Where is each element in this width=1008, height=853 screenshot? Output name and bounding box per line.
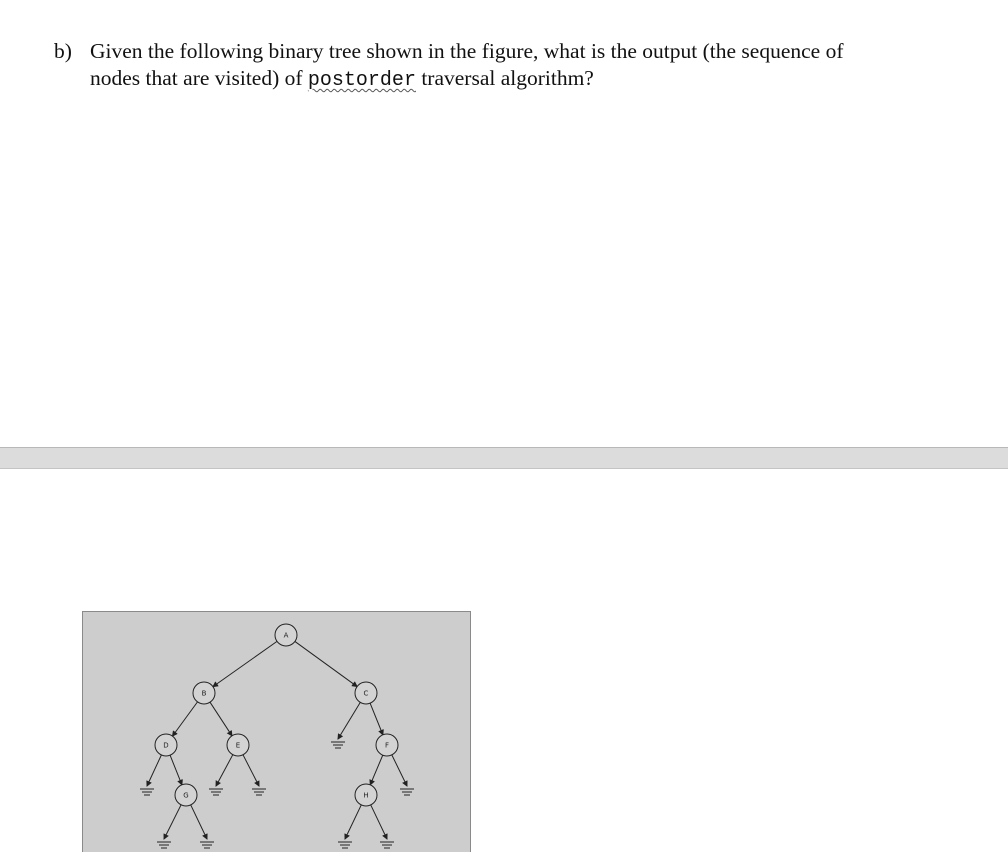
tree-node-b	[193, 682, 215, 704]
tree-edge-D-null	[147, 755, 161, 786]
tree-edge-B-E	[210, 702, 232, 736]
node-label: F	[384, 741, 390, 750]
tree-node-c	[355, 682, 377, 704]
tree-edge-A-C	[295, 641, 357, 686]
null-ground-icon	[140, 789, 154, 795]
node-label: A	[283, 631, 289, 640]
tree-edge-G-null	[164, 805, 181, 839]
tree-edge-C-F	[370, 703, 383, 735]
tree-edge-E-null	[216, 755, 233, 786]
question-line-2-start: nodes that are visited) of	[90, 66, 308, 90]
page-divider	[0, 447, 1008, 469]
tree-node-a	[275, 624, 297, 646]
tree-edge-B-D	[172, 702, 197, 736]
tree-edge-A-B	[213, 641, 277, 686]
node-label: G	[183, 791, 189, 800]
node-label: C	[363, 689, 369, 698]
node-label: E	[235, 741, 241, 750]
tree-edge-H-null	[371, 805, 387, 839]
null-ground-icon	[252, 789, 266, 795]
null-ground-icon	[157, 842, 171, 848]
binary-tree-figure	[82, 611, 471, 852]
question-line-1: Given the following binary tree shown in the figure, what is the output (the sequence of	[90, 39, 844, 63]
node-label: D	[163, 741, 169, 750]
question-text	[90, 38, 950, 94]
tree-node-e	[227, 734, 249, 756]
tree-edge-E-null	[243, 755, 259, 786]
tree-node-g	[175, 784, 197, 806]
tree-edge-D-G	[170, 755, 182, 785]
tree-node-f	[376, 734, 398, 756]
node-label: B	[201, 689, 207, 698]
tree-edge-G-null	[191, 805, 207, 839]
null-ground-icon	[331, 742, 345, 748]
binary-tree-diagram	[83, 612, 472, 853]
tree-edge-H-null	[345, 805, 361, 839]
node-label: H	[363, 791, 369, 800]
tree-edge-F-H	[370, 755, 382, 785]
tree-edge-F-null	[392, 755, 407, 786]
tree-edge-C-null	[338, 702, 360, 739]
postorder-keyword: postorder	[307, 69, 416, 92]
null-ground-icon	[380, 842, 394, 848]
tree-node-d	[155, 734, 177, 756]
tree-node-h	[355, 784, 377, 806]
question-line-2-end: traversal algorithm?	[415, 66, 594, 90]
question-number: b)	[54, 39, 72, 63]
null-ground-icon	[338, 842, 352, 848]
null-ground-icon	[209, 789, 223, 795]
null-ground-icon	[400, 789, 414, 795]
null-ground-icon	[200, 842, 214, 848]
